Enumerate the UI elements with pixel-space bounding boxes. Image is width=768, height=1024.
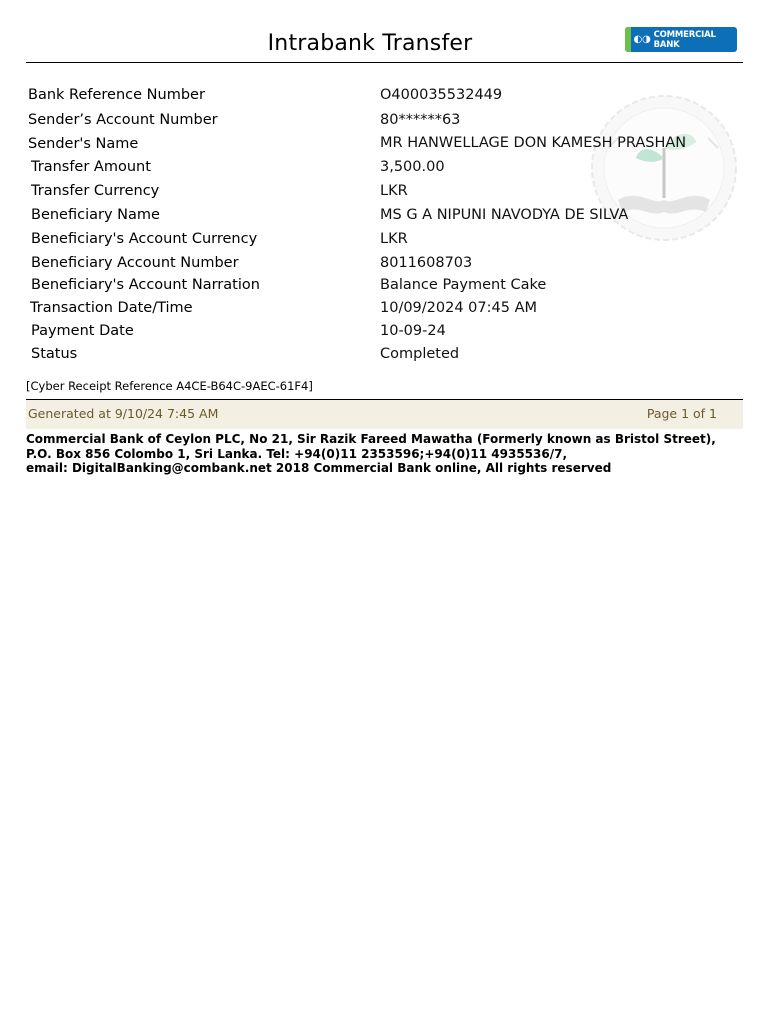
field-label: Transfer Amount (31, 159, 151, 175)
cyber-receipt-reference: [Cyber Receipt Reference A4CE-B64C-9AEC-61F4] (26, 379, 313, 393)
header-divider (26, 62, 743, 63)
field-value: Balance Payment Cake (380, 277, 547, 293)
field-label: Beneficiary's Account Currency (31, 231, 258, 247)
generated-timestamp: Generated at 9/10/24 7:45 AM (28, 406, 219, 421)
field-label: Transfer Currency (31, 183, 160, 199)
bank-footer (26, 432, 716, 476)
field-label: Bank Reference Number (28, 87, 205, 103)
field-value: MS G A NIPUNI NAVODYA DE SILVA (380, 207, 629, 223)
sustainability-seal-icon (578, 88, 750, 248)
field-value: 10/09/2024 07:45 AM (380, 300, 538, 316)
generated-bar (26, 400, 743, 429)
logo-text: COMMERCIAL BANK (653, 29, 716, 50)
bank-logo (625, 27, 737, 52)
logo-stripe (625, 27, 631, 52)
field-value: 80******63 (380, 112, 461, 128)
field-value: O400035532449 (380, 87, 503, 103)
field-value: 8011608703 (380, 255, 473, 271)
page-indicator: Page 1 of 1 (646, 406, 717, 421)
status-value: Completed (380, 346, 460, 362)
field-value: LKR (380, 231, 408, 247)
logo-mark-icon: ◐◑ (633, 34, 651, 45)
field-value: 3,500.00 (380, 159, 445, 175)
footer-line: email: DigitalBanking@combank.net 2018 Commercial Bank online, All rights reserved (26, 461, 612, 475)
page-title: Intrabank Transfer (267, 31, 473, 56)
footer-line: Commercial Bank of Ceylon PLC, No 21, Sir Razik Fareed Mawatha (Formerly known as Bristol Street), (26, 432, 716, 446)
field-label: Sender's Name (28, 136, 139, 152)
field-label: Status (31, 346, 78, 362)
field-label: Payment Date (31, 323, 134, 339)
field-label: Beneficiary Account Number (31, 255, 239, 271)
field-value: LKR (380, 183, 408, 199)
footer-line: P.O. Box 856 Colombo 1, Sri Lanka. Tel: +94(0)11 2353596;+94(0)11 4935536/7, (26, 446, 568, 461)
field-value: 10-09-24 (380, 323, 446, 339)
field-label: Beneficiary's Account Narration (31, 277, 260, 293)
field-value: MR HANWELLAGE DON KAMESH PRASHAN (380, 135, 687, 151)
field-label: Beneficiary Name (31, 207, 160, 223)
field-label: Transaction Date/Time (30, 300, 193, 316)
field-label: Sender’s Account Number (28, 112, 218, 128)
